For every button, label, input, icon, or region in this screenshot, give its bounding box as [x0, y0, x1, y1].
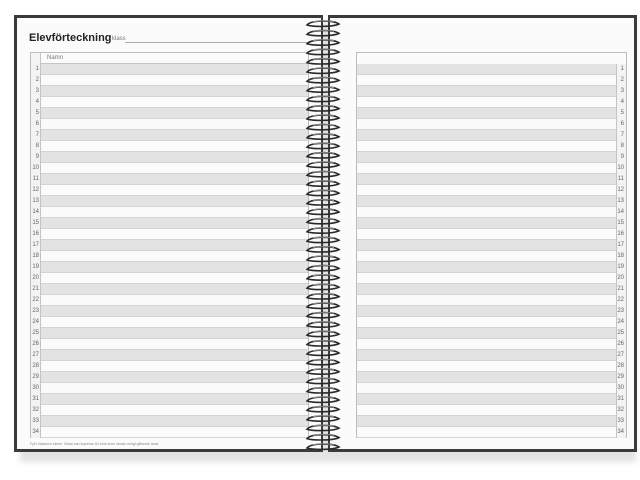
row-number: 34: [31, 427, 41, 438]
spiral-ring: [307, 265, 339, 271]
table-row: [357, 141, 626, 152]
spiral-ring: [307, 143, 339, 149]
row-number: 34: [616, 427, 626, 438]
table-row: [31, 174, 308, 185]
spiral-ring: [307, 58, 339, 64]
class-field-line: [125, 42, 311, 43]
row-number: 3: [616, 86, 626, 97]
row-number: 5: [616, 108, 626, 119]
spiral-binding: [303, 16, 343, 454]
spiral-ring: [307, 152, 339, 158]
row-number: 9: [31, 152, 41, 163]
row-number: 11: [616, 174, 626, 185]
table-row: [357, 218, 626, 229]
table-row: [31, 394, 308, 405]
row-number: 22: [616, 295, 626, 306]
table-row: [357, 284, 626, 295]
table-row: [357, 229, 626, 240]
spiral-ring: [307, 228, 339, 234]
table-row: [357, 394, 626, 405]
spiral-ring: [307, 387, 339, 393]
row-number: 29: [31, 372, 41, 383]
table-row: [357, 196, 626, 207]
spiral-ring: [307, 331, 339, 337]
table-row: [357, 273, 626, 284]
table-row: [31, 317, 308, 328]
spiral-ring: [307, 96, 339, 102]
spiral-ring: [307, 284, 339, 290]
row-number: 16: [616, 229, 626, 240]
row-number: 21: [31, 284, 41, 295]
table-row: [357, 163, 626, 174]
table-row: [31, 284, 308, 295]
row-number: 33: [31, 416, 41, 427]
left-page: [14, 15, 323, 452]
row-number: 20: [616, 273, 626, 284]
table-row: [31, 240, 308, 251]
row-number: 25: [616, 328, 626, 339]
table-row: [357, 350, 626, 361]
row-number: 13: [31, 196, 41, 207]
spiral-ring: [307, 30, 339, 36]
table-row: [31, 119, 308, 130]
table-row: [31, 207, 308, 218]
spiral-ring: [307, 87, 339, 93]
student-list-table: [356, 52, 627, 438]
row-number: 31: [31, 394, 41, 405]
row-number: 14: [31, 207, 41, 218]
table-header-row: [31, 53, 308, 64]
table-row: [31, 405, 308, 416]
row-number: 23: [616, 306, 626, 317]
spiral-ring: [307, 293, 339, 299]
spiral-ring: [307, 124, 339, 130]
table-row: [31, 416, 308, 427]
table-row: [31, 339, 308, 350]
spiral-ring: [307, 416, 339, 422]
table-row: [31, 229, 308, 240]
table-row: [31, 295, 308, 306]
row-number: 19: [31, 262, 41, 273]
table-row: [31, 86, 308, 97]
table-row: [357, 372, 626, 383]
spiral-ring: [307, 369, 339, 375]
page-title: Elevförteckning: [29, 32, 112, 44]
spiral-ring: [307, 105, 339, 111]
row-number: 6: [31, 119, 41, 130]
table-row: [31, 350, 308, 361]
spiral-ring: [307, 77, 339, 83]
table-row: [357, 240, 626, 251]
table-row: [31, 152, 308, 163]
row-number: 33: [616, 416, 626, 427]
table-row: [31, 372, 308, 383]
footer-note: Fyll i klassens elever. Sidan kan kopieras för bruk inom skolan enligt gällande avtal.: [30, 442, 160, 446]
student-list-table: [30, 52, 309, 438]
spiral-ring: [307, 115, 339, 121]
row-number: 1: [31, 64, 41, 75]
table-row: [357, 64, 626, 75]
spiral-ring: [307, 322, 339, 328]
row-number: 16: [31, 229, 41, 240]
table-row: [357, 119, 626, 130]
table-row: [357, 130, 626, 141]
spiral-ring: [307, 359, 339, 365]
number-column-header: [31, 53, 41, 64]
table-row: [357, 75, 626, 86]
table-row: [31, 273, 308, 284]
row-number: 12: [31, 185, 41, 196]
table-row: [357, 251, 626, 262]
row-number: 15: [616, 218, 626, 229]
table-row: [31, 163, 308, 174]
table-row: [31, 64, 308, 75]
row-number: 8: [616, 141, 626, 152]
spiral-ring: [307, 397, 339, 403]
table-row: [31, 97, 308, 108]
right-page: [328, 15, 637, 452]
table-row: [31, 251, 308, 262]
row-number: 4: [31, 97, 41, 108]
row-number: 18: [616, 251, 626, 262]
spiral-ring: [307, 406, 339, 412]
row-number: 24: [31, 317, 41, 328]
row-number: 28: [616, 361, 626, 372]
spiral-ring: [307, 40, 339, 46]
table-row: [31, 130, 308, 141]
table-row: [31, 262, 308, 273]
spiral-ring: [307, 303, 339, 309]
table-row: [31, 108, 308, 119]
table-row: [357, 185, 626, 196]
row-number: 29: [616, 372, 626, 383]
spiral-ring: [307, 209, 339, 215]
row-number: 22: [31, 295, 41, 306]
row-number: 31: [616, 394, 626, 405]
row-number: 4: [616, 97, 626, 108]
name-column-header: Namn: [47, 55, 64, 61]
row-number: 27: [616, 350, 626, 361]
spiral-ring: [307, 199, 339, 205]
row-number: 12: [616, 185, 626, 196]
row-number: 17: [31, 240, 41, 251]
table-row: [357, 207, 626, 218]
spiral-ring: [307, 218, 339, 224]
row-number: 5: [31, 108, 41, 119]
row-number: 30: [31, 383, 41, 394]
row-number: 27: [31, 350, 41, 361]
table-row: [31, 427, 308, 438]
spiral-ring: [307, 434, 339, 440]
table-row: [357, 86, 626, 97]
row-number: 11: [31, 174, 41, 185]
row-number: 14: [616, 207, 626, 218]
table-row: [31, 185, 308, 196]
table-row: [357, 152, 626, 163]
table-row: [357, 361, 626, 372]
table-row: [357, 416, 626, 427]
row-number: 23: [31, 306, 41, 317]
table-row: [357, 317, 626, 328]
spiral-ring: [307, 378, 339, 384]
row-number: 7: [31, 130, 41, 141]
row-number: 8: [31, 141, 41, 152]
table-row: [31, 383, 308, 394]
row-number: 10: [31, 163, 41, 174]
row-number: 26: [616, 339, 626, 350]
spiral-ring: [307, 21, 339, 27]
row-number: 25: [31, 328, 41, 339]
spiral-ring: [307, 340, 339, 346]
row-number: 32: [31, 405, 41, 416]
spiral-ring: [307, 190, 339, 196]
table-row: [357, 97, 626, 108]
table-row: [31, 328, 308, 339]
spiral-ring: [307, 312, 339, 318]
table-row: [31, 196, 308, 207]
row-number: 2: [31, 75, 41, 86]
row-number: 2: [616, 75, 626, 86]
table-row: [357, 339, 626, 350]
table-row: [357, 405, 626, 416]
spiral-ring: [307, 181, 339, 187]
row-number: 7: [616, 130, 626, 141]
row-number: 32: [616, 405, 626, 416]
spiral-ring: [307, 256, 339, 262]
table-row: [357, 427, 626, 438]
row-number: 1: [616, 64, 626, 75]
spiral-ring: [307, 237, 339, 243]
row-number: 15: [31, 218, 41, 229]
spiral-ring: [307, 49, 339, 55]
spiral-ring: [307, 444, 339, 450]
spiral-ring: [307, 350, 339, 356]
spiral-ring: [307, 171, 339, 177]
table-row: [357, 306, 626, 317]
row-number: 18: [31, 251, 41, 262]
row-number: 30: [616, 383, 626, 394]
row-number: 19: [616, 262, 626, 273]
table-row: [357, 328, 626, 339]
table-row: [31, 306, 308, 317]
table-row: [31, 361, 308, 372]
spiral-ring: [307, 275, 339, 281]
row-number: 17: [616, 240, 626, 251]
spiral-ring: [307, 68, 339, 74]
row-number: 10: [616, 163, 626, 174]
spiral-ring: [307, 134, 339, 140]
row-number: 26: [31, 339, 41, 350]
spiral-ring: [307, 246, 339, 252]
row-number: 6: [616, 119, 626, 130]
table-row: [31, 75, 308, 86]
table-row: [357, 108, 626, 119]
table-row: [31, 141, 308, 152]
row-number: 20: [31, 273, 41, 284]
row-number: 13: [616, 196, 626, 207]
table-row: [357, 295, 626, 306]
table-row: [357, 174, 626, 185]
row-number: 3: [31, 86, 41, 97]
table-row: [31, 218, 308, 229]
spiral-ring: [307, 162, 339, 168]
table-row: [357, 262, 626, 273]
row-number: 24: [616, 317, 626, 328]
class-label: klass: [112, 36, 126, 42]
row-number: 21: [616, 284, 626, 295]
table-row: [357, 383, 626, 394]
spiral-ring: [307, 425, 339, 431]
row-number: 9: [616, 152, 626, 163]
row-number: 28: [31, 361, 41, 372]
